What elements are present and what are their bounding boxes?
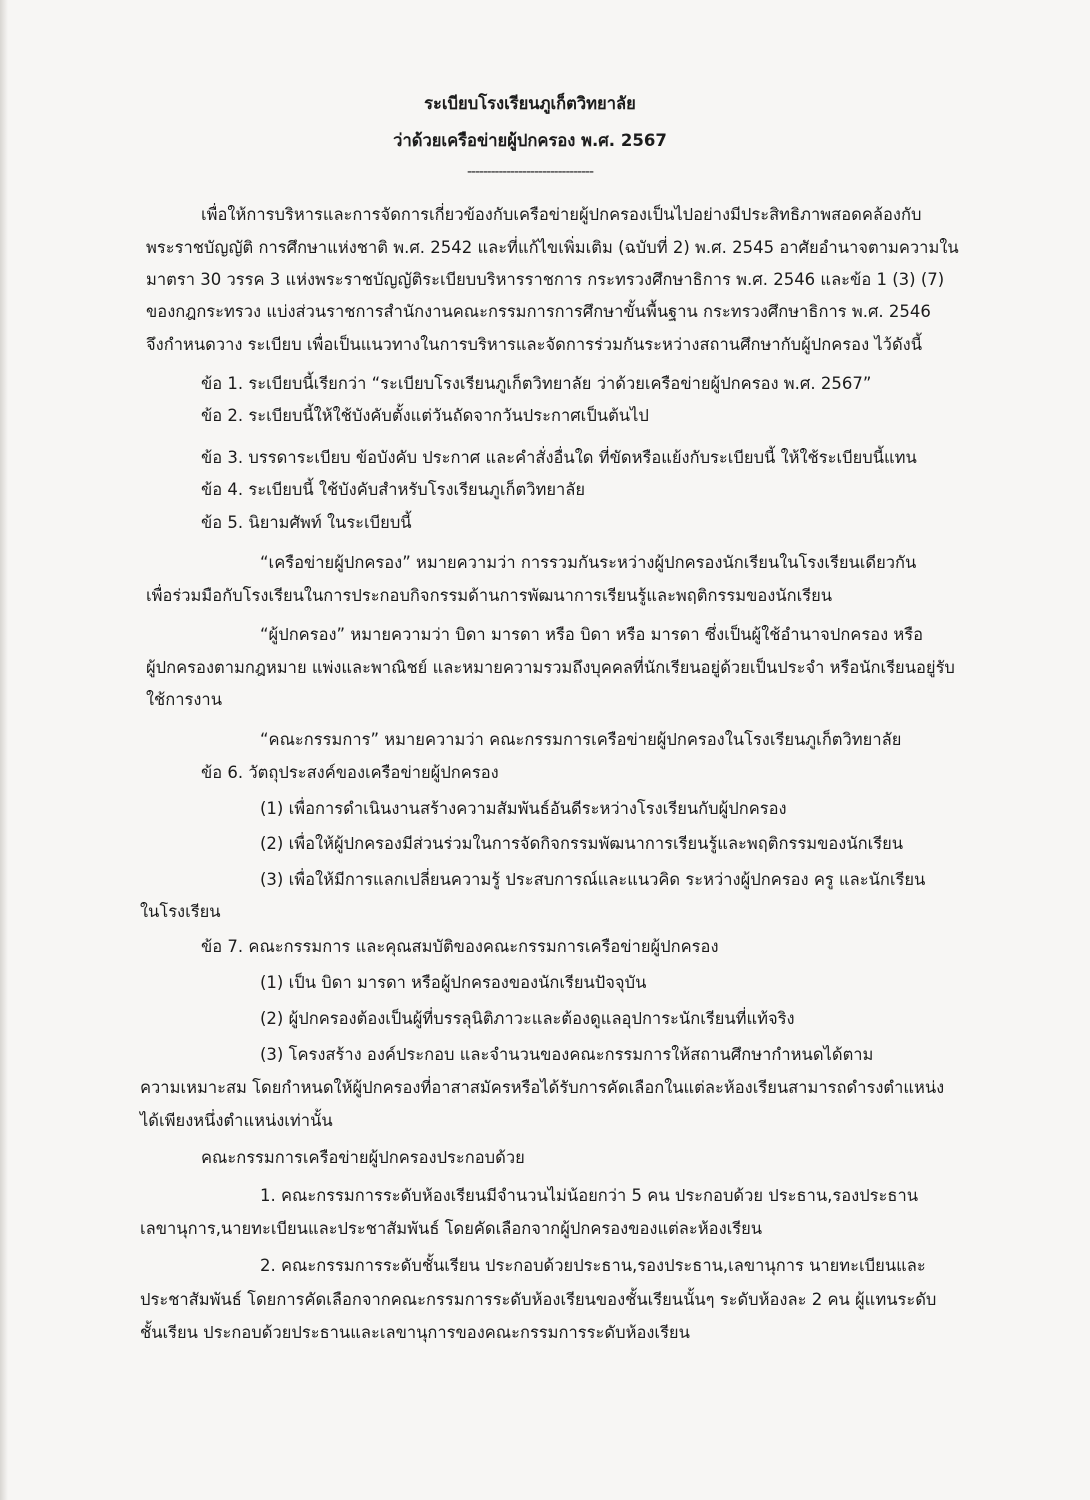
clause-2: ข้อ 2. ระเบียบนี้ให้ใช้บังคับตั้งแต่วันถัดจากวันประกาศเป็นต้นไป [201,406,649,425]
qualification-1: (1) เป็น บิดา มารดา หรือผู้ปกครองของนักเรียนปัจจุบัน [260,973,647,992]
document-title-line1: ระเบียบโรงเรียนภูเก็ตวิทยาลัย [424,94,636,114]
composition-heading: คณะกรรมการเครือข่ายผู้ปกครองประกอบด้วย [201,1148,525,1167]
composition-1-line-2: เลขานุการ,นายทะเบียนและประชาสัมพันธ์ โดยคัดเลือกจากผู้ปกครองของแต่ละห้องเรียน [140,1219,763,1238]
document-title-line2: ว่าด้วยเครือข่ายผู้ปกครอง พ.ศ. 2567 [393,131,667,151]
preamble-line-5: จึงกำหนดวาง ระเบียบ เพื่อเป็นแนวทางในการบริหารและจัดการร่วมกันระหว่างสถานศึกษากับผู้ปกครอง ไว้ดังนี้ [146,335,922,354]
preamble-line-2: พระราชบัญญัติ การศึกษาแห่งชาติ พ.ศ. 2542 และที่แก้ไขเพิ่มเติม (ฉบับที่ 2) พ.ศ. 2545 อาศัยอำนาจตามความใน [146,238,959,257]
objective-3-line-2: ในโรงเรียน [140,902,221,921]
clause-3: ข้อ 3. บรรดาระเบียบ ข้อบังคับ ประกาศ และคำสั่งอื่นใด ที่ขัดหรือแย้งกับระเบียบนี้ ให้ใช้ระเบียบนี้แทน [201,448,917,467]
scan-edge-shadow [0,0,8,1500]
objective-1: (1) เพื่อการดำเนินงานสร้างความสัมพันธ์อันดีระหว่างโรงเรียนกับผู้ปกครอง [260,799,787,818]
composition-1-line-1: 1. คณะกรรมการระดับห้องเรียนมีจำนวนไม่น้อยกว่า 5 คน ประกอบด้วย ประธาน,รองประธาน [260,1186,919,1205]
clause-4: ข้อ 4. ระเบียบนี้ ใช้บังคับสำหรับโรงเรียนภูเก็ตวิทยาลัย [201,480,586,499]
composition-2-line-3: ชั้นเรียน ประกอบด้วยประธานและเลขานุการของคณะกรรมการระดับห้องเรียน [140,1323,690,1342]
definition-network-line-1: “เครือข่ายผู้ปกครอง” หมายความว่า การรวมกันระหว่างผู้ปกครองนักเรียนในโรงเรียนเดียวกัน [260,553,917,572]
clause-1: ข้อ 1. ระเบียบนี้เรียกว่า “ระเบียบโรงเรียนภูเก็ตวิทยาลัย ว่าด้วยเครือข่ายผู้ปกครอง พ.ศ. 2567” [201,374,872,393]
clause-6: ข้อ 6. วัตถุประสงค์ของเครือข่ายผู้ปกครอง [201,763,499,782]
qualification-3-line-1: (3) โครงสร้าง องค์ประกอบ และจำนวนของคณะกรรมการให้สถานศึกษากำหนดได้ตาม [260,1045,874,1064]
preamble-line-3: มาตรา 30 วรรค 3 แห่งพระราชบัญญัติระเบียบบริหารราชการ กระทรวงศึกษาธิการ พ.ศ. 2546 และข้อ 1 (3) (7) [146,270,945,289]
qualification-3-line-2: ความเหมาะสม โดยกำหนดให้ผู้ปกครองที่อาสาสมัครหรือได้รับการคัดเลือกในแต่ละห้องเรียนสามารถดำรงตำแหน่ง [140,1078,945,1097]
qualification-3-line-3: ได้เพียงหนึ่งตำแหน่งเท่านั้น [140,1111,333,1130]
composition-2-line-2: ประชาสัมพันธ์ โดยการคัดเลือกจากคณะกรรมการระดับห้องเรียนของชั้นเรียนนั้นๆ ระดับห้องละ 2 คน ผู้แทนระดับ [140,1290,937,1309]
qualification-2: (2) ผู้ปกครองต้องเป็นผู้ที่บรรลุนิติภาวะและต้องดูแลอุปการะนักเรียนที่แท้จริง [260,1009,795,1028]
preamble-line-4: ของกฎกระทรวง แบ่งส่วนราชการสำนักงานคณะกรรมการการศึกษาขั้นพื้นฐาน กระทรวงศึกษาธิการ พ.ศ. 2546 [146,302,931,321]
definition-network-line-2: เพื่อร่วมมือกับโรงเรียนในการประกอบกิจกรรมด้านการพัฒนาการเรียนรู้และพฤติกรรมของนักเรียน [146,586,833,605]
clause-7: ข้อ 7. คณะกรรมการ และคุณสมบัติของคณะกรรมการเครือข่ายผู้ปกครอง [201,937,719,956]
definition-parent-line-3: ใช้การงาน [146,690,222,709]
title-separator: -------------------------------- [466,164,594,180]
definition-committee: “คณะกรรมการ” หมายความว่า คณะกรรมการเครือข่ายผู้ปกครองในโรงเรียนภูเก็ตวิทยาลัย [260,730,902,749]
clause-5: ข้อ 5. นิยามศัพท์ ในระเบียบนี้ [201,513,412,532]
preamble-line-1: เพื่อให้การบริหารและการจัดการเกี่ยวข้องกับเครือข่ายผู้ปกครองเป็นไปอย่างมีประสิทธิภาพสอดคล้องกับ [201,205,922,224]
objective-2: (2) เพื่อให้ผู้ปกครองมีส่วนร่วมในการจัดกิจกรรมพัฒนาการเรียนรู้และพฤติกรรมของนักเรียน [260,834,904,853]
composition-2-line-1: 2. คณะกรรมการระดับชั้นเรียน ประกอบด้วยประธาน,รองประธาน,เลขานุการ นายทะเบียนและ [260,1256,926,1275]
definition-parent-line-1: “ผู้ปกครอง” หมายความว่า บิดา มารดา หรือ บิดา หรือ มารดา ซึ่งเป็นผู้ใช้อำนาจปกครอง หรือ [260,625,924,644]
definition-parent-line-2: ผู้ปกครองตามกฎหมาย แพ่งและพาณิชย์ และหมายความรวมถึงบุคคลที่นักเรียนอยู่ด้วยเป็นประจำ หรือนักเรียนอยู่รับ [146,658,955,677]
objective-3-line-1: (3) เพื่อให้มีการแลกเปลี่ยนความรู้ ประสบการณ์และแนวคิด ระหว่างผู้ปกครอง ครู และนักเรียน [260,870,926,889]
